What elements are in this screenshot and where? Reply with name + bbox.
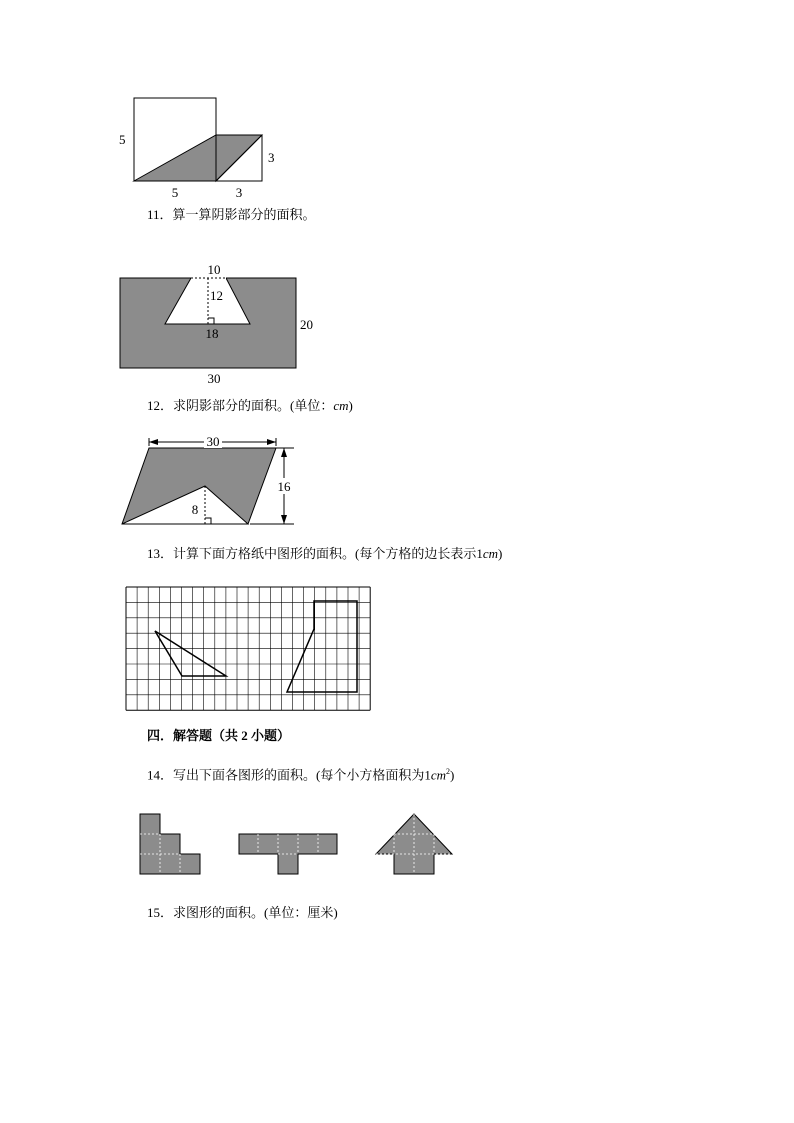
question-12-close: ) (348, 398, 353, 413)
question-14-sup: 2 (446, 767, 451, 776)
question-15: 15．求图形的面积。(单位：厘米) (147, 905, 338, 920)
label-top-10: 10 (207, 262, 221, 277)
staircase-shape (140, 814, 200, 874)
question-12-unit: cm (333, 398, 349, 413)
label-bottom-3: 3 (235, 185, 243, 200)
question-14-text: 14．写出下面各图形的面积。(每个小方格面积为1 (147, 767, 431, 783)
label-top-30: 30 (206, 434, 220, 449)
label-bottom-18: 18 (205, 326, 219, 341)
question-14 (147, 763, 454, 784)
question-14-unit: cm (430, 767, 447, 783)
question-13-close: ) (498, 546, 503, 561)
question-11: 11．算一算阴影部分的面积。 (147, 207, 316, 222)
figure-q13-grid (120, 583, 378, 715)
label-height-16: 16 (277, 479, 291, 494)
question-14-close: ) (450, 767, 455, 783)
figure-q11 (110, 260, 330, 390)
label-left-5: 5 (119, 132, 126, 147)
grid-triangle (155, 631, 226, 676)
figure-q12 (110, 430, 320, 530)
label-side-20: 20 (300, 317, 313, 332)
question-12-text: 12．求阴影部分的面积。(单位： (147, 398, 334, 413)
label-width-30: 30 (207, 371, 221, 386)
question-12 (147, 397, 353, 415)
label-height-12: 12 (210, 288, 223, 303)
figure-q10 (110, 92, 290, 202)
question-13 (147, 545, 502, 563)
question-13-text: 13．计算下面方格纸中图形的面积。(每个方格的边长表示1 (147, 546, 483, 561)
label-bottom-5: 5 (171, 185, 179, 200)
figure-q14 (130, 805, 470, 885)
grid-quadrilateral (287, 601, 357, 692)
label-inner-8: 8 (191, 502, 199, 517)
house-shape (376, 814, 452, 874)
t-shape (239, 834, 337, 874)
section-4-heading: 四．解答题（共 2 小题） (147, 728, 291, 743)
question-13-unit: cm (482, 546, 499, 561)
label-right-3: 3 (268, 150, 275, 165)
